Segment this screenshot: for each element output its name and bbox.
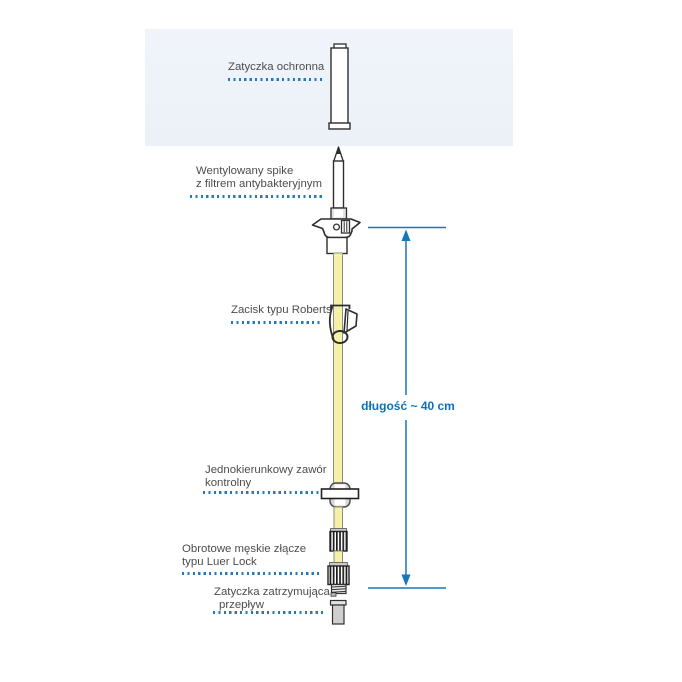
label-flow-stop-cap: Zatyczka zatrzymująca przepływ <box>214 586 330 612</box>
arrow-up-icon <box>402 230 411 242</box>
label-luer-lock: Obrotowe męskie złącze typu Luer Lock <box>182 543 307 569</box>
arrow-down-icon <box>402 575 411 587</box>
vented-spike-icon <box>313 147 361 254</box>
air-filter-window <box>342 221 350 234</box>
label-roberts-clamp: Zacisk typu Roberts <box>231 304 332 316</box>
clamp-wedge <box>344 309 357 333</box>
leader-dots-check-valve <box>203 491 320 494</box>
flow-stop-cap-icon <box>331 601 347 625</box>
tubing-below-valve <box>334 507 343 531</box>
vent-hole <box>334 224 340 230</box>
luer-ribbed-upper <box>330 532 347 552</box>
tubing-main <box>334 253 343 484</box>
leader-dots-flow-stop-cap <box>213 611 325 614</box>
luer-ribbed-lower <box>328 566 349 585</box>
leader-dots-protective-cap <box>228 78 322 81</box>
check-valve-icon <box>322 483 359 507</box>
valve-flange <box>322 489 359 499</box>
leader-dots-luer-lock <box>182 572 321 575</box>
label-protective-cap: Zatyczka ochronna <box>228 61 325 73</box>
label-vented-spike: Wentylowany spike z filtrem antybakteryjnym <box>196 165 322 191</box>
leader-dots-roberts-clamp <box>231 321 322 324</box>
leader-dots-vented-spike <box>190 195 325 198</box>
protective-cap-icon <box>329 44 350 129</box>
spike-neck <box>327 238 347 254</box>
label-check-valve: Jednokierunkowy zawór kontrolny <box>205 464 327 490</box>
length-dimension-label: długość ~ 40 cm <box>361 399 455 413</box>
luer-lock-icon <box>328 529 349 597</box>
